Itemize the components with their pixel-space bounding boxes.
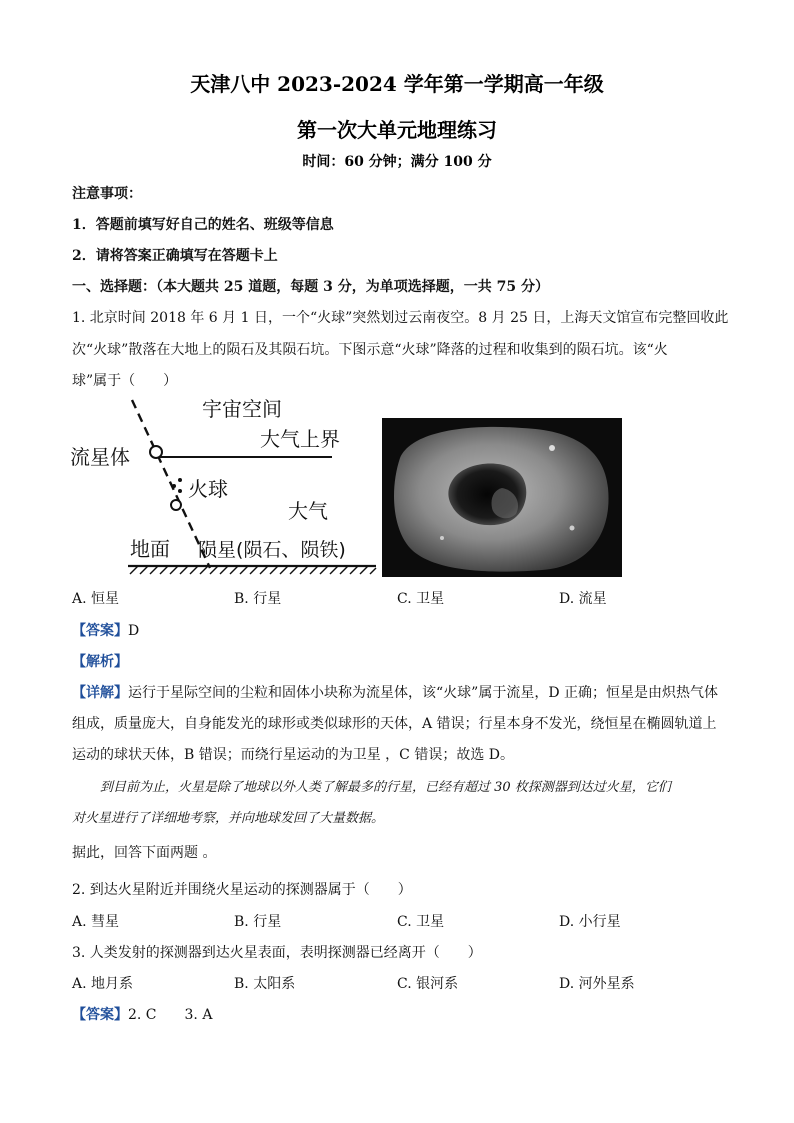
- answer-tag: 【答案】: [72, 623, 128, 639]
- meteor-fall-diagram: [70, 396, 382, 576]
- q1-answer-line: [72, 620, 139, 640]
- ground-hatch: [130, 566, 376, 574]
- label-upper-atmosphere: 大气上界: [260, 427, 340, 451]
- q3-option-a: A. 地月系: [72, 976, 134, 992]
- crater-photo-svg: [382, 418, 622, 577]
- notes-heading: 注意事项：: [72, 186, 142, 202]
- q3-option-d: D. 河外星系: [559, 976, 635, 992]
- time-line: 时间：60 分钟；满分 100 分: [302, 154, 492, 170]
- label-ground: 地面: [130, 537, 170, 561]
- q1-stem-line-2: 次“火球”散落在大地上的陨石及其陨石坑。下图示意“火球”降落的过程和收集到的陨石坑。该“火: [72, 342, 668, 358]
- q1-stem-line-1: 1. 北京时间 2018 年 6 月 1 日，一个“火球”突然划过云南夜空。8 月 25 日，上海天文馆宣布完整回收此: [72, 310, 729, 326]
- q23-answers: 2. C 3. A: [128, 1007, 213, 1023]
- q23-answer-line: [72, 1004, 212, 1024]
- q2-option-d: D. 小行星: [559, 914, 621, 930]
- meteorite-crater-photo: [382, 418, 622, 577]
- q1-analysis-line: [72, 651, 128, 671]
- q1-detail-line-1: [72, 682, 718, 702]
- q1-option-b: B. 行星: [234, 591, 282, 607]
- label-space: 宇宙空间: [202, 397, 282, 421]
- q3-option-b: B. 太阳系: [234, 976, 296, 992]
- passage-line-3: 据此，回答下面两题 。: [72, 845, 217, 861]
- fireball-dot: [172, 484, 176, 488]
- notes-item-1: 1．答题前填写好自己的姓名、班级等信息: [72, 217, 334, 233]
- q3-option-c: C. 银河系: [397, 976, 459, 992]
- q1-option-a: A. 恒星: [72, 591, 120, 607]
- q1-detail-line-3: 运动的球状天体，B 错误；而绕行星运动的为卫星 ，C 错误；故选 D。: [72, 747, 515, 763]
- q2-option-a: A. 彗星: [72, 914, 120, 930]
- q2-option-b: B. 行星: [234, 914, 282, 930]
- exam-title: 天津八中 2023-2024 学年第一学期高一年级: [190, 72, 604, 96]
- passage-line-2: 对火星进行了详细地考察，并向地球发回了大量数据。: [72, 811, 385, 826]
- fireball-dot: [178, 489, 182, 493]
- q1-option-d: D. 流星: [559, 591, 607, 607]
- passage-line-1: 到目前为止，火星是除了地球以外人类了解最多的行星，已经有超过 30 枚探测器到达过火星，它们: [100, 780, 671, 795]
- q1-answer: D: [128, 623, 140, 639]
- q2-option-c: C. 卫星: [397, 914, 445, 930]
- label-atmosphere: 大气: [288, 499, 328, 523]
- exam-subtitle: 第一次大单元地理练习: [297, 118, 497, 142]
- q1-detail-text-1: 运行于星际空间的尘粒和固体小块称为流星体，该“火球”属于流星，D 正确；恒星是由炽热气体: [128, 685, 718, 701]
- fireball-dot: [178, 478, 182, 482]
- notes-item-2: 2．请将答案正确填写在答题卡上: [72, 248, 278, 264]
- section-heading: 一、选择题：（本大题共 25 道题，每题 3 分，为单项选择题，一共 75 分）: [72, 279, 549, 295]
- label-fireball: 火球: [188, 477, 228, 501]
- q1-stem-line-3: 球”属于（ ）: [72, 373, 178, 389]
- label-meteoroid: 流星体: [70, 445, 130, 469]
- q3-stem: 3. 人类发射的探测器到达火星表面，表明探测器已经离开（ ）: [72, 945, 482, 961]
- fireball-circle: [171, 500, 181, 510]
- q1-option-c: C. 卫星: [397, 591, 445, 607]
- detail-tag: 【详解】: [72, 685, 128, 701]
- q2-stem: 2. 到达火星附近并围绕火星运动的探测器属于（ ）: [72, 882, 412, 898]
- q1-detail-line-2: 组成，质量庞大，自身能发光的球形或类似球形的天体，A 错误；行星本身不发光，绕恒星在椭圆轨道上: [72, 716, 717, 732]
- label-meteorite: 陨星(陨石、陨铁): [198, 539, 346, 561]
- meteor-fall-svg: [70, 396, 382, 576]
- analysis-tag: 【解析】: [72, 654, 128, 670]
- meteoroid-circle: [150, 446, 162, 458]
- answer-tag: 【答案】: [72, 1007, 128, 1023]
